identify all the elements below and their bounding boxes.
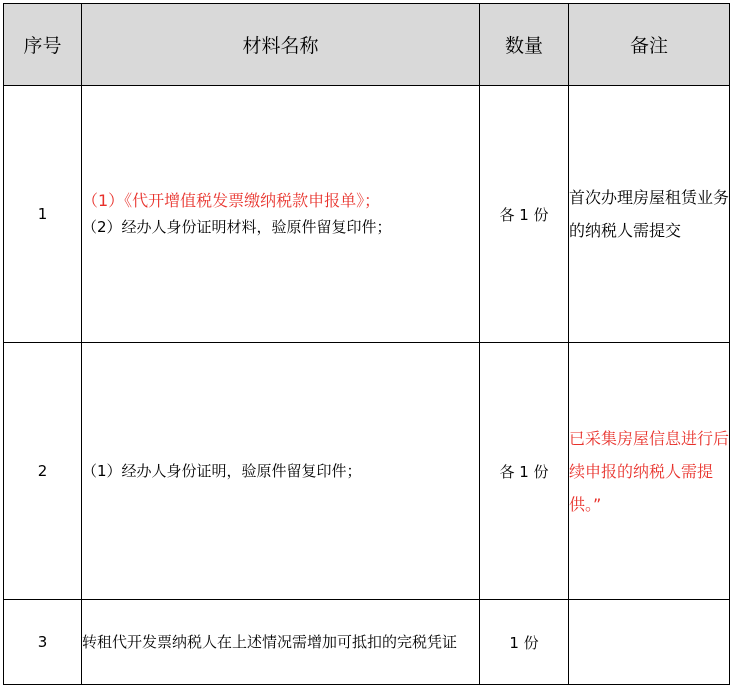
table-row bbox=[4, 343, 730, 600]
row-note: 已采集房屋信息进行后续申报的纳税人需提供。” bbox=[569, 343, 730, 600]
row-quantity: 各 1 份 bbox=[480, 343, 569, 600]
row-note bbox=[569, 600, 730, 685]
row-seq: 1 bbox=[4, 86, 82, 343]
material-item: （1）经办人身份证明，验原件留复印件； bbox=[82, 462, 362, 480]
row-materials bbox=[82, 343, 480, 600]
material-item: （1）《代开增值税发票缴纳税款申报单》； bbox=[82, 191, 381, 210]
header-quantity: 数量 bbox=[480, 4, 569, 86]
row-materials bbox=[82, 600, 480, 685]
row-quantity: 各 1 份 bbox=[480, 86, 569, 343]
row-quantity: 1 份 bbox=[480, 600, 569, 685]
material-item: （2）经办人身份证明材料，验原件留复印件； bbox=[82, 218, 392, 236]
row-materials bbox=[82, 86, 480, 343]
row-seq: 2 bbox=[4, 343, 82, 600]
material-item: 转租代开发票纳税人在上述情况需增加可抵扣的完税凭证 bbox=[82, 633, 458, 651]
row-seq: 3 bbox=[4, 600, 82, 685]
header-seq: 序号 bbox=[4, 4, 82, 86]
header-note: 备注 bbox=[569, 4, 730, 86]
table-row bbox=[4, 86, 730, 343]
header-material-name: 材料名称 bbox=[82, 4, 480, 86]
table-header-row bbox=[4, 4, 730, 86]
row-note: 首次办理房屋租赁业务的纳税人需提交 bbox=[569, 86, 730, 343]
materials-table bbox=[3, 3, 730, 685]
table-row bbox=[4, 600, 730, 685]
